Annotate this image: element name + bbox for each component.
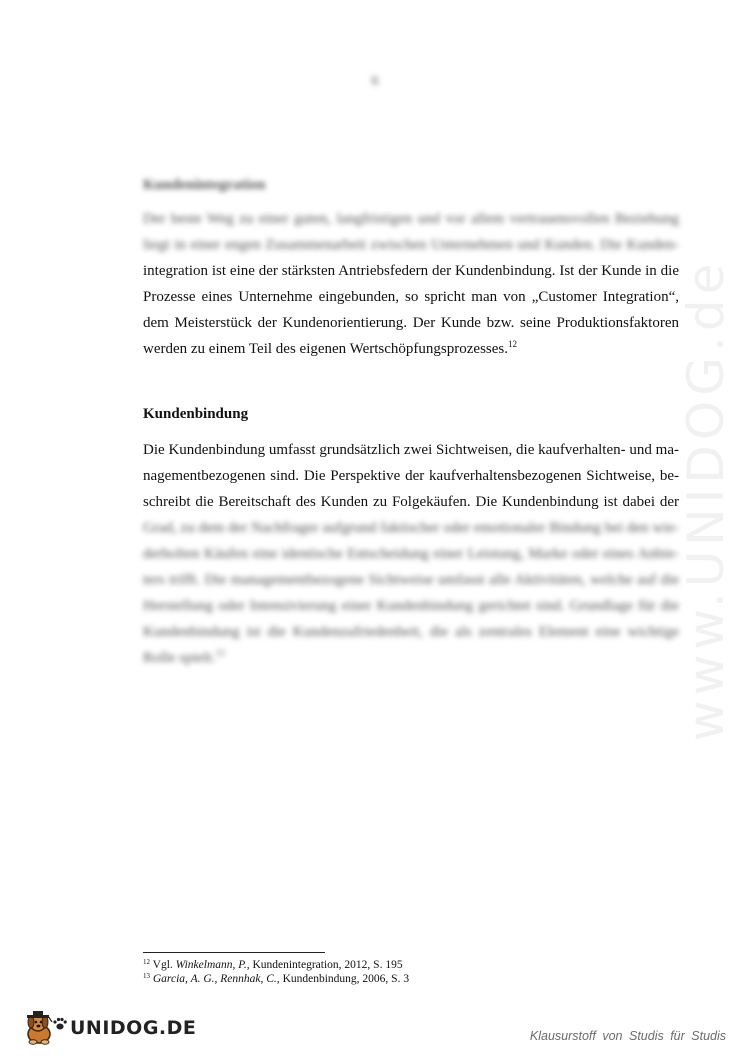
footnotes (143, 958, 409, 986)
footnote-number: 13 (143, 972, 150, 980)
footnote-ref: 13 (215, 648, 225, 658)
unidog-logo (22, 1010, 196, 1046)
footnote-prefix: Vgl. (152, 959, 176, 971)
text-line: Die Kundenbindung umfasst grundsätzlich zwei Sichtweisen, die kaufverhalten- und ma- (143, 442, 679, 458)
section-heading-kundenintegration: Kundenintegration (143, 177, 266, 193)
footnote-author: Garcia, A. G., Rennhak, C., (152, 973, 280, 985)
footnote-author: Winkelmann, P., (175, 959, 250, 971)
tagline: Klausurstoff von Studis für Studis (529, 1029, 726, 1043)
text-line: Der beste Weg zu einer guten, langfristigen und vor allem vertrauensvollen Beziehung (143, 211, 679, 227)
text-line-last (143, 336, 679, 362)
text-line: nagementbezogenen sind. Die Perspektive der kaufverhaltensbezogenen Sichtweise, be- (143, 468, 679, 484)
footnote-text: Kundenbindung, 2006, S. 3 (279, 973, 410, 985)
paragraph-kundenbindung (143, 437, 679, 671)
text-line: ters trifft. Die managementbezogene Sichtweise umfasst alle Aktivitäten, welche auf die (143, 572, 679, 588)
text-line-last (143, 645, 679, 671)
text-line: Herstellung oder Intensivierung einer Kundenbindung gerichtet sind. Grundlage für die (143, 598, 679, 614)
text-line-content: werden zu einem Teil des eigenen Wertschöpfungsprozesses. (143, 341, 508, 357)
dog-mascot-icon (22, 1010, 56, 1046)
footnote-text: Kundenintegration, 2012, S. 195 (249, 959, 403, 971)
watermark: www.UNIDOG.de (677, 258, 735, 742)
text-line: Kundenbindung ist die Kundenzufriedenheit, die als zentrales Element eine wichtige (143, 624, 679, 640)
text-line: integration ist eine der stärksten Antriebsfedern der Kundenbindung. Ist der Kunde in die (143, 263, 679, 279)
text-line: liegt in einer engen Zusammenarbeit zwischen Unternehmen und Kunden. Die Kunden- (143, 237, 679, 253)
paw-icon (52, 1017, 68, 1031)
footnote-ref: 12 (508, 339, 517, 349)
footnote-divider (143, 952, 325, 953)
page-number: 6 (371, 74, 379, 89)
footnote-number: 12 (143, 958, 150, 966)
text-line: Prozesse eines Unternehme eingebunden, so spricht man von „Customer Integration“, (143, 289, 679, 305)
footnote-13 (143, 972, 409, 986)
text-line-content: Rolle spielt. (143, 650, 216, 666)
text-line: schreibt die Bereitschaft des Kunden zu Folgekäufen. Die Kundenbindung ist dabei der (143, 494, 679, 510)
text-line: Grad, zu dem der Nachfrager aufgrund faktischer oder emotionaler Bindung bei den wie- (143, 520, 679, 536)
paragraph-kundenintegration (143, 206, 679, 362)
logo-text: UNIDOG.DE (70, 1017, 197, 1039)
footnote-12 (143, 958, 409, 972)
text-line: dem Meisterstück der Kundenorientierung. Der Kunde bzw. seine Produktionsfaktoren (143, 315, 679, 331)
text-line: derholten Käufen eine identische Entscheidung einer Leistung, Marke oder eines Anbie- (143, 546, 679, 562)
section-heading-kundenbindung: Kundenbindung (143, 406, 249, 422)
